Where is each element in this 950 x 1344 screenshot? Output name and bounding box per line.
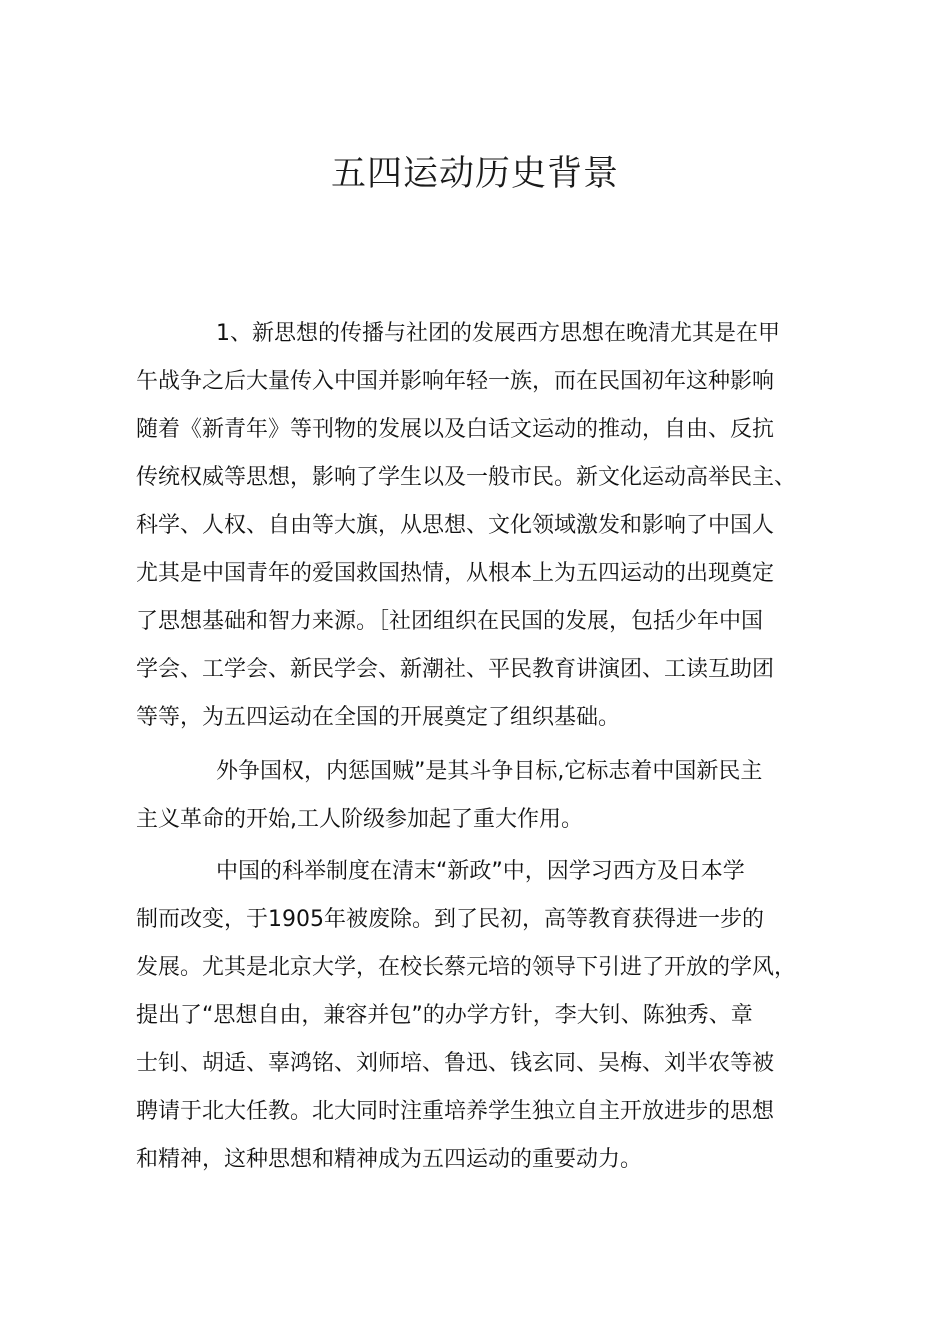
paragraph-2 [136, 748, 836, 844]
paragraph-line: 尤其是中国青年的爱国救国热情，从根本上为五四运动的出现奠定 [136, 561, 775, 586]
paragraph-line: 1、新思想的传播与社团的发展西方思想在晚清尤其是在甲 [216, 321, 780, 346]
paragraph-line: 传统权威等思想，影响了学生以及一般市民。新文化运动高举民主、 [136, 465, 797, 490]
paragraph-line: 学会、工学会、新民学会、新潮社、平民教育讲演团、工读互助团 [136, 657, 775, 682]
paragraph-line: 和精神，这种思想和精神成为五四运动的重要动力。 [136, 1147, 643, 1172]
paragraph-line: 随着《新青年》等刊物的发展以及白话文运动的推动，自由、反抗 [136, 417, 775, 442]
paragraph-line: 科学、人权、自由等大旗，从思想、文化领域激发和影响了中国人 [136, 513, 775, 538]
paragraph-line: 聘请于北大任教。北大同时注重培养学生独立自主开放进步的思想 [136, 1099, 775, 1124]
paragraph-3 [136, 848, 836, 1184]
paragraph-line: 外争国权，内惩国贼”是其斗争目标,它标志着中国新民主 [216, 759, 763, 784]
paragraph-line: 发展。尤其是北京大学，在校长蔡元培的领导下引进了开放的学风， [136, 955, 797, 980]
paragraph-line: 主义革命的开始,工人阶级参加起了重大作用。 [136, 807, 583, 832]
document-title: 五四运动历史背景 [330, 154, 619, 194]
paragraph-1 [136, 310, 836, 742]
paragraph-line: 士钊、胡适、辜鸿铭、刘师培、鲁迅、钱玄同、吴梅、刘半农等被 [136, 1051, 775, 1076]
document-body [136, 310, 836, 1184]
paragraph-line: 等等，为五四运动在全国的开展奠定了组织基础。 [136, 705, 621, 730]
paragraph-line: 午战争之后大量传入中国并影响年轻一族，而在民国初年这种影响 [136, 369, 775, 394]
paragraph-line: 提出了“思想自由，兼容并包”的办学方针，李大钊、陈独秀、章 [136, 1003, 753, 1028]
paragraph-line: 中国的科举制度在清末“新政”中，因学习西方及日本学 [216, 859, 745, 884]
paragraph-line: 了思想基础和智力来源。［社团组织在民国的发展，包括少年中国 [136, 609, 764, 634]
paragraph-line: 制而改变，于1905年被废除。到了民初，高等教育获得进一步的 [136, 907, 764, 932]
